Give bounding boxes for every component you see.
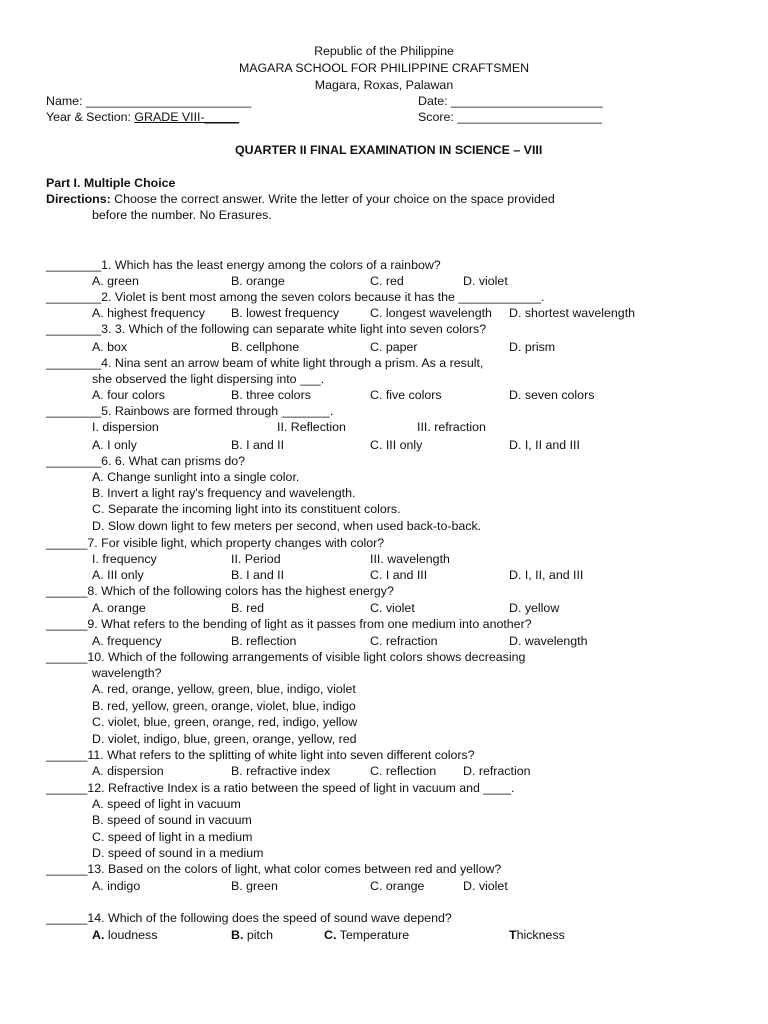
q10-option-a: A. red, orange, yellow, green, blue, indigo, violet — [92, 682, 356, 696]
q2-option-c: C. longest wavelength — [370, 306, 492, 320]
q14-option-b-letter: B. — [231, 928, 244, 942]
q7-option-d: D. I, II, and III — [509, 568, 584, 582]
q3-option-d: D. prism — [509, 340, 556, 354]
q7-option-c: C. I and III — [370, 568, 428, 582]
q13-option-c: C. orange — [370, 879, 425, 893]
q6-option-b: B. Invert a light ray's frequency and wavelength. — [92, 486, 356, 500]
q11-option-a: A. dispersion — [92, 764, 164, 778]
q14-option-d-text: hickness — [516, 928, 565, 942]
q12-option-c: C. speed of light in a medium — [92, 830, 253, 844]
q14-option-a-letter: A. — [92, 928, 105, 942]
q5-item-i: I. dispersion — [92, 420, 159, 434]
header-republic: Republic of the Philippine — [314, 44, 454, 58]
q8-option-a: A. orange — [92, 601, 146, 615]
q14-option-c — [324, 927, 409, 943]
q14-option-a — [92, 927, 157, 943]
question-7: ______7. For visible light, which property changes with color? — [46, 536, 385, 550]
q9-option-a: A. frequency — [92, 634, 162, 648]
q6-option-d: D. Slow down light to few meters per second, when used back-to-back. — [92, 519, 482, 533]
q7-item-i: I. frequency — [92, 552, 157, 566]
q9-option-b: B. reflection — [231, 634, 297, 648]
question-2: ________2. Violet is bent most among the seven colors because it has the ____________. — [46, 290, 545, 304]
q1-option-b: B. orange — [231, 274, 285, 288]
exam-title: QUARTER II FINAL EXAMINATION IN SCIENCE – VIII — [235, 143, 543, 157]
q11-option-b: B. refractive index — [231, 764, 331, 778]
q8-option-b: B. red — [231, 601, 265, 615]
question-5: ________5. Rainbows are formed through _______. — [46, 404, 334, 418]
q3-option-a: A. box — [92, 340, 128, 354]
q11-option-d: D. refraction — [463, 764, 531, 778]
question-3: ________3. 3. Which of the following can separate white light into seven colors? — [46, 322, 487, 336]
q10-option-c: C. violet, blue, green, orange, red, indigo, yellow — [92, 715, 358, 729]
q2-option-a: A. highest frequency — [92, 306, 205, 320]
q4-option-c: C. five colors — [370, 388, 442, 402]
question-13: ______13. Based on the colors of light, what color comes between red and yellow? — [46, 862, 502, 876]
q9-option-d: D. wavelength — [509, 634, 588, 648]
year-section-label: Year & Section: — [46, 110, 135, 124]
directions-text: Choose the correct answer. Write the letter of your choice on the space provided — [110, 192, 555, 206]
header-address: Magara, Roxas, Palawan — [314, 78, 454, 92]
q7-item-iii: III. wavelength — [370, 552, 450, 566]
name-field[interactable]: Name: ________________________ — [46, 94, 252, 108]
q14-option-d-letter: T — [509, 928, 517, 942]
q1-option-a: A. green — [92, 274, 139, 288]
q13-option-b: B. green — [231, 879, 278, 893]
q3-option-b: B. cellphone — [231, 340, 300, 354]
q13-option-a: A. indigo — [92, 879, 141, 893]
q6-option-c: C. Separate the incoming light into its constituent colors. — [92, 502, 401, 516]
directions-label: Directions: — [46, 192, 111, 206]
q2-option-b: B. lowest frequency — [231, 306, 340, 320]
q11-option-c: C. reflection — [370, 764, 437, 778]
q14-option-b-text: pitch — [243, 928, 274, 942]
question-9: ______9. What refers to the bending of light as it passes from one medium into another? — [46, 617, 532, 631]
q12-option-b: B. speed of sound in vacuum — [92, 813, 252, 827]
q1-option-c: C. red — [370, 274, 404, 288]
question-14: ______14. Which of the following does the speed of sound wave depend? — [46, 911, 452, 925]
q12-option-d: D. speed of sound in a medium — [92, 846, 264, 860]
question-6: ________6. 6. What can prisms do? — [46, 454, 246, 468]
q1-option-d: D. violet — [463, 274, 508, 288]
q14-option-c-letter: C. — [324, 928, 337, 942]
q5-item-iii: III. refraction — [417, 420, 486, 434]
part1-heading: Part I. Multiple Choice — [46, 176, 176, 190]
q14-option-a-text: loudness — [104, 928, 158, 942]
question-4-continued: she observed the light dispersing into ___. — [92, 372, 325, 386]
q5-option-b: B. I and II — [231, 438, 285, 452]
question-8: ______8. Which of the following colors has the highest energy? — [46, 584, 394, 598]
q4-option-a: A. four colors — [92, 388, 165, 402]
q5-option-c: C. III only — [370, 438, 423, 452]
q10-option-b: B. red, yellow, green, orange, violet, blue, indigo — [92, 699, 356, 713]
q4-option-b: B. three colors — [231, 388, 311, 402]
q5-option-a: A. I only — [92, 438, 137, 452]
q12-option-a: A. speed of light in vacuum — [92, 797, 241, 811]
question-10-continued: wavelength? — [92, 666, 162, 680]
q14-option-c-text: Temperature — [336, 928, 410, 942]
directions — [46, 191, 555, 207]
q6-option-a: A. Change sunlight into a single color. — [92, 470, 300, 484]
q8-option-c: C. violet — [370, 601, 415, 615]
q7-option-a: A. III only — [92, 568, 144, 582]
q9-option-c: C. refraction — [370, 634, 438, 648]
question-10: ______10. Which of the following arrangements of visible light colors shows decreasing — [46, 650, 526, 664]
score-field[interactable]: Score: _____________________ — [418, 110, 602, 124]
directions-continued: before the number. No Erasures. — [92, 208, 272, 222]
q4-option-d: D. seven colors — [509, 388, 595, 402]
question-11: ______11. What refers to the splitting of white light into seven different colors? — [46, 748, 475, 762]
question-12: ______12. Refractive Index is a ratio between the speed of light in vacuum and ____. — [46, 781, 515, 795]
q2-option-d: D. shortest wavelength — [509, 306, 636, 320]
q14-option-d — [509, 927, 565, 943]
date-field[interactable]: Date: ______________________ — [418, 94, 603, 108]
q10-option-d: D. violet, indigo, blue, green, orange, yellow, red — [92, 732, 357, 746]
grade-value: GRADE VIII- — [134, 110, 205, 124]
q5-item-ii: II. Reflection — [277, 420, 346, 434]
q8-option-d: D. yellow — [509, 601, 560, 615]
question-4: ________4. Nina sent an arrow beam of white light through a prism. As a result, — [46, 356, 484, 370]
q5-option-d: D. I, II and III — [509, 438, 580, 452]
year-section-field[interactable] — [46, 109, 239, 125]
header-school-name: MAGARA SCHOOL FOR PHILIPPINE CRAFTSMEN — [238, 61, 530, 75]
q3-option-c: C. paper — [370, 340, 418, 354]
q7-item-ii: II. Period — [231, 552, 281, 566]
q14-option-b — [231, 927, 273, 943]
question-1: ________1. Which has the least energy among the colors of a rainbow? — [46, 258, 441, 272]
section-blank: _____ — [204, 110, 240, 124]
q7-option-b: B. I and II — [231, 568, 285, 582]
q13-option-d: D. violet — [463, 879, 508, 893]
